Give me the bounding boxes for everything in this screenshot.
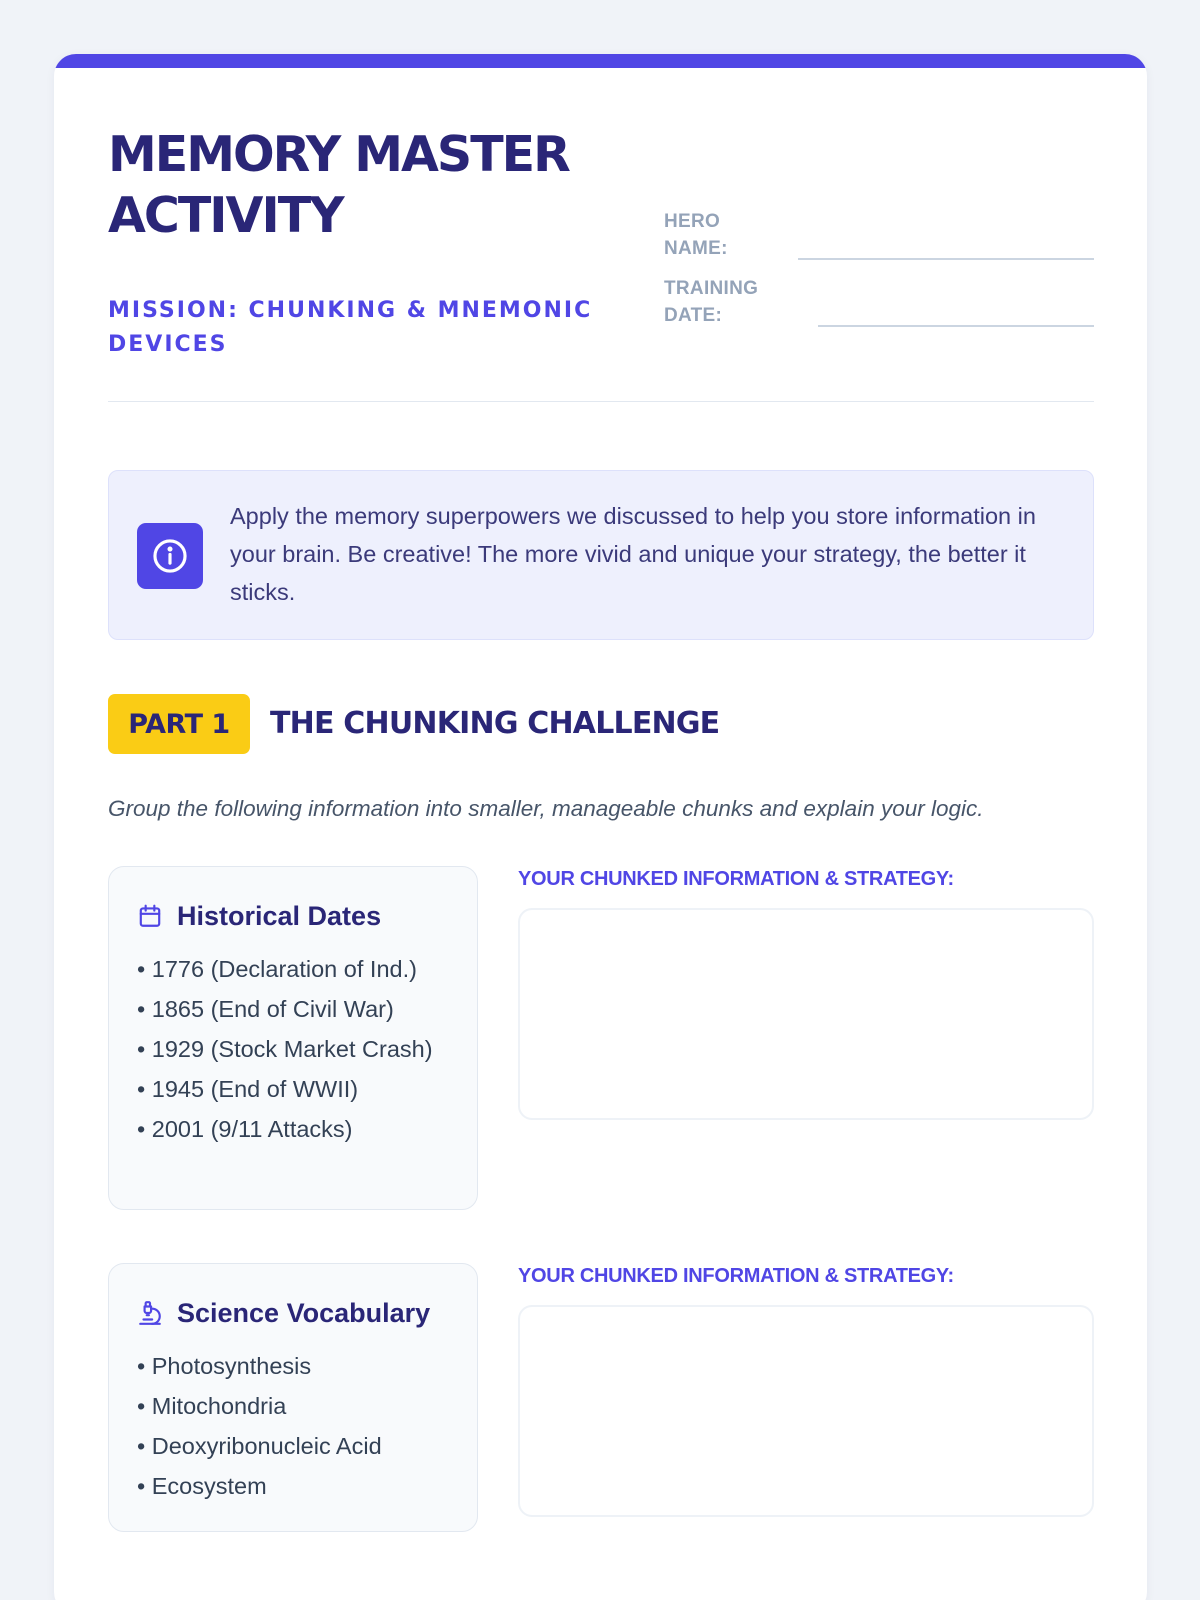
calendar-icon xyxy=(137,903,163,929)
training-date-input-line[interactable] xyxy=(818,325,1094,327)
answer-box-vocabulary[interactable] xyxy=(518,1305,1094,1517)
list-item: • Deoxyribonucleic Acid xyxy=(137,1433,382,1459)
list-item: • 1929 (Stock Market Crash) xyxy=(137,1036,433,1062)
training-date-field xyxy=(664,275,1094,329)
hero-name-field xyxy=(664,208,1094,262)
list-item: • Mitochondria xyxy=(137,1393,287,1419)
list-item: • 2001 (9/11 Attacks) xyxy=(137,1116,353,1142)
info-callout xyxy=(108,470,1094,640)
answer-box-dates[interactable] xyxy=(518,908,1094,1120)
card-accent-bar xyxy=(54,54,1147,68)
training-date-label: TRAINING DATE: xyxy=(664,278,759,326)
microscope-icon xyxy=(137,1300,163,1326)
part-title: THE CHUNKING CHALLENGE xyxy=(270,706,720,741)
hero-name-label: HERO NAME: xyxy=(664,211,728,259)
part-badge: PART 1 xyxy=(108,694,250,754)
list-item: • Ecosystem xyxy=(137,1473,267,1499)
card-title: Historical Dates xyxy=(177,900,382,931)
list-item: • 1945 (End of WWII) xyxy=(137,1076,359,1102)
card-heading xyxy=(137,897,467,935)
hero-name-input-line[interactable] xyxy=(798,258,1094,260)
list-item: • 1776 (Declaration of Ind.) xyxy=(137,956,417,982)
dates-list xyxy=(137,953,457,1153)
card-heading xyxy=(137,1294,467,1332)
info-icon xyxy=(137,523,203,589)
worksheet-header xyxy=(108,124,1147,404)
science-vocabulary-card xyxy=(108,1263,478,1532)
worksheet-card xyxy=(54,54,1147,1600)
list-item: • Photosynthesis xyxy=(137,1353,312,1379)
answer-label: YOUR CHUNKED INFORMATION & STRATEGY: xyxy=(518,868,954,890)
header-divider xyxy=(108,401,1094,402)
vocabulary-list xyxy=(137,1350,457,1510)
info-text: Apply the memory superpowers we discussed to help you store information in your brain. Be creative! The more vivid and unique your strategy, the better it sticks. xyxy=(230,503,1036,605)
part-instructions: Group the following information into smaller, manageable chunks and explain your logic. xyxy=(108,796,984,821)
page-title: MEMORY MASTER ACTIVITY xyxy=(108,126,569,244)
list-item: • 1865 (End of Civil War) xyxy=(137,996,394,1022)
answer-label: YOUR CHUNKED INFORMATION & STRATEGY: xyxy=(518,1265,954,1287)
card-title: Science Vocabulary xyxy=(177,1297,431,1328)
page-subtitle: MISSION: CHUNKING & MNEMONIC DEVICES xyxy=(108,298,593,357)
historical-dates-card xyxy=(108,866,478,1210)
